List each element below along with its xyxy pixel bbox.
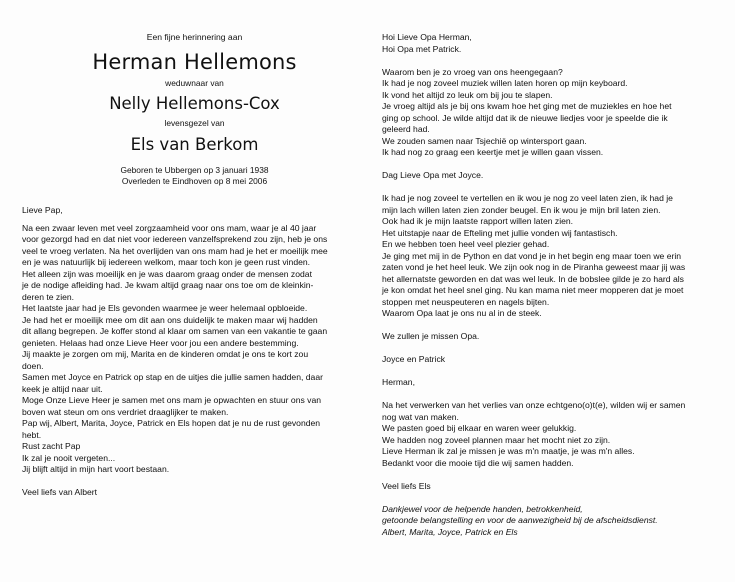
left-panel	[22, 32, 367, 499]
grandchildren-greeting: Hoi Lieve Opa Herman, Hoi Opa met Patrick.	[382, 32, 472, 54]
letter-paragraph: Het laatste jaar had je Els gevonden waarmee je weer helemaal opbloeide. Je had het er moeilijk mee om dit aan ons duidelijk te maken maar wij hadden dit allang begrepen. Je koffer stond al klaar om samen van een vakantie te gaan genieten. Helaas had onze Lieve Heer voor jou een andere bestemming. Jij maakte je zorgen om mij, Marita en de kinderen omdat je ons te kort zou doen.	[22, 303, 328, 371]
spouse-name: Nelly Hellemons-Cox	[109, 94, 280, 113]
letter-signoff: Veel liefs van Albert	[22, 487, 98, 497]
deceased-name: Herman Hellemons	[92, 49, 297, 74]
thanks-note: Dankjewel voor de helpende handen, betrokkenheid, getoonde belangstelling en voor de aanwezigheid bij de afscheidsdienst. Albert, Marita, Joyce, Patrick en Els	[382, 503, 658, 537]
letter-paragraph: Moge Onze Lieve Heer je samen met ons mam je opwachten en stuur ons van boven wat steun om ons verdriet draaglijker te maken. Pap wij, Albert, Marita, Joyce, Patrick en Els hopen dat je nu de rust gevonden hebt.	[22, 395, 322, 440]
joyce-message: Ik had je nog zoveel te vertellen en ik wou je nog zo veel laten zien, ik had je mijn lach willen laten zien zonder beugel. En ik wou je mijn bril laten zien. Ook had ik je mijn laatste rapport willen laten zien. Het uitstapje naar de Efteling met jullie vonden wij fantastisch. En we hebben toen heel veel plezier gehad. Je ging met mij in de Python en dat vond je in het begin eng maar toen we erin zaten vond je het heel leuk. We zijn ook nog in de Piranha geweest maar jij was het allernatste geworden en dat was wel leuk. In de bobslee gilde je zo hard als je kon omdat het heel snel ging. Nu kan mama niet meer mopperen dat je moet stoppen met neuspeuteren en nagels bijten. Waarom Opa laat je ons nu al in de steek.	[382, 193, 686, 318]
death-line: Overleden te Eindhoven op 8 mei 2006	[121, 176, 268, 186]
partner-name: Els van Berkom	[130, 134, 259, 154]
els-greeting: Herman,	[382, 377, 415, 387]
relation-widower: weduwnaar van	[165, 77, 224, 88]
els-message: Na het verwerken van het verlies van onze echtgeno(o)t(e), wilden wij er samen nog wat van maken. We pasten goed bij elkaar en waren weer gelukkig. We hadden nog zoveel plannen maar het mocht niet zo zijn. Lieve Herman ik zal je missen je was m'n maatje, je was m'n alles. Bedankt voor die mooie tijd die wij samen hadden.	[382, 400, 686, 468]
relation-partner: levensgezel van	[164, 118, 225, 128]
joyce-greeting: Dag Lieve Opa met Joyce.	[382, 170, 484, 180]
letter-greeting: Lieve Pap,	[22, 205, 63, 215]
letter-paragraph: Samen met Joyce en Patrick op stap en de uitjes die jullie samen hadden, daar keek je altijd naar uit.	[22, 372, 323, 394]
birth-line: Geboren te Ubbergen op 3 januari 1938	[120, 164, 269, 175]
intro-line: Een fijne herinnering aan	[146, 32, 243, 42]
letter-paragraph: Rust zacht Pap Ik zal je nooit vergeten... Jij blijft altijd in mijn hart voort bestaan.	[22, 441, 170, 474]
right-panel	[382, 32, 722, 538]
grandchildren-signature: Joyce en Patrick	[382, 354, 446, 364]
miss-you-line: We zullen je missen Opa.	[382, 331, 480, 341]
els-signature: Veel liefs Els	[382, 480, 431, 491]
patrick-message: Waarom ben je zo vroeg van ons heengegaan? Ik had je nog zoveel muziek willen laten horen op mijn keyboard. Ik vond het altijd zo leuk om bij jou te slapen. Je vroeg altijd als je bij ons kwam hoe het ging met de muziekles en hoe het ging op school. Je wilde altijd dat ik de nieuwe liedjes voor je speelde die ik geleerd had. We zouden samen naar Tsjechië op wintersport gaan. Ik had nog zo graag een keertje met je willen gaan vissen.	[382, 66, 672, 157]
letter-paragraph: Na een zwaar leven met veel zorgzaamheid voor ons mam, waar je al 40 jaar voor gezorgd had en dat niet voor iedereen vanzelfsprekend zou zijn, heb je ons veel te vroeg verlaten. Na het overlijden van ons mam had je het er moeilijk mee en je was natuurlijk bij iedereen welkom, maar toch kon je geen rust vinden. Het alleen zijn was moeilijk en je was daarom graag onder de mensen zodat je de nodige afleiding had. Je kwam altijd graag naar ons toe om de kleinkin- deren te zien.	[22, 222, 328, 302]
